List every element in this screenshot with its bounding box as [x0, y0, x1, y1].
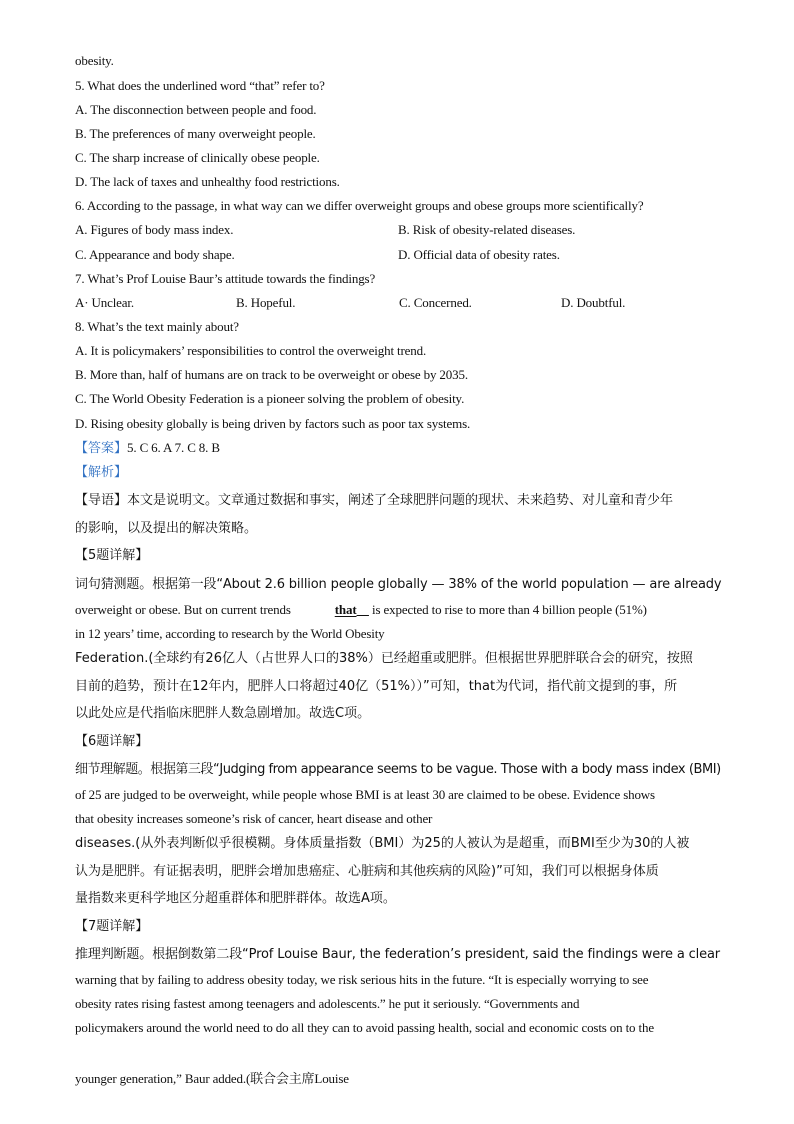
- question-6-option-d: D. Official data of obesity rates.: [398, 247, 560, 262]
- question-5-option-d: D. The lack of taxes and unhealthy food restrictions.: [75, 174, 340, 189]
- question-7-option-a: A· Unclear.: [75, 295, 134, 310]
- question-7: 7. What’s Prof Louise Baur’s attitude towards the findings?: [75, 271, 376, 286]
- question-5: 5. What does the underlined word “that” refer to?: [75, 78, 325, 93]
- question-6: 6. According to the passage, in what way can we differ overweight groups and obese groups more scientifically?: [75, 198, 644, 213]
- question-8-option-d: D. Rising obesity globally is being driven by factors such as poor tax systems.: [75, 416, 471, 431]
- q7-explanation-line-2: warning that by failing to address obesity today, we risk serious hits in the future. “It is especially worrying to see: [75, 972, 649, 987]
- q5-explanation-line-3: in 12 years’ time, according to research by the World Obesity: [75, 626, 385, 641]
- question-8-option-b: B. More than, half of humans are on track to be overweight or obese by 2035.: [75, 367, 468, 382]
- q6-explanation-line-1: 细节理解题。根据第三段“Judging from appearance seems to be vague. Those with a body mass index (BMI): [75, 762, 721, 777]
- q7-explanation-line-3: obesity rates rising fastest among teenagers and adolescents.” he put it seriously. “Governments and: [75, 996, 580, 1011]
- question-7-option-c: C. Concerned.: [399, 295, 472, 310]
- intro-paragraph-line-1: 【导语】本文是说明文。文章通过数据和事实，阐述了全球肥胖问题的现状、未来趋势、对儿童和青少年: [75, 493, 674, 508]
- analysis-tag: 【解析】: [75, 465, 128, 480]
- question-7-option-d: D. Doubtful.: [561, 295, 626, 310]
- question-7-option-b: B. Hopeful.: [236, 295, 296, 310]
- heading-q6-explanation: 【6题详解】: [75, 734, 149, 749]
- q5-explanation-line-4: Federation.(全球约有26亿人（占世界人口的38%）已经超重或肥胖。但根据世界肥胖联合会的研究，按照: [75, 651, 693, 666]
- q6-explanation-line-2: of 25 are judged to be overweight, while people whose BMI is at least 30 are claimed to be obese. Evidence shows: [75, 787, 655, 802]
- question-6-option-b: B. Risk of obesity-related diseases.: [398, 222, 576, 237]
- q7-explanation-line-1: 推理判断题。根据倒数第二段“Prof Louise Baur, the federation’s president, said the findings were a clear: [75, 947, 720, 962]
- question-5-option-b: B. The preferences of many overweight people.: [75, 126, 316, 141]
- underlined-word-that: that: [334, 602, 357, 617]
- q6-explanation-line-4: diseases.(从外表判断似乎很模糊。身体质量指数（BMI）为25的人被认为是超重，而BMI至少为30的人被: [75, 836, 690, 851]
- q5-explanation-line-5: 目前的趋势，预计在12年内，肥胖人口将超过40亿（51%））”可知，that为代词，指代前文提到的事，所: [75, 679, 678, 694]
- q7-explanation-line-4: policymakers around the world need to do all they can to avoid passing health, social and economic costs on to the: [75, 1020, 654, 1035]
- text-line: obesity.: [75, 53, 114, 68]
- question-8: 8. What’s the text mainly about?: [75, 319, 239, 334]
- question-6-option-c: C. Appearance and body shape.: [75, 247, 235, 262]
- heading-q7-explanation: 【7题详解】: [75, 919, 149, 934]
- answer-line: [75, 439, 220, 458]
- question-6-option-a: A. Figures of body mass index.: [75, 222, 234, 237]
- question-5-option-c: C. The sharp increase of clinically obese people.: [75, 150, 320, 165]
- q7-explanation-line-5: younger generation,” Baur added.(联合会主席Louise: [75, 1071, 349, 1086]
- q5-explanation-line-2: [75, 601, 647, 619]
- q6-explanation-line-5: 认为是肥胖。有证据表明，肥胖会增加患癌症、心脏病和其他疾病的风险)”可知，我们可以根据身体质: [75, 864, 659, 879]
- answer-tag: 【答案】: [75, 441, 128, 456]
- q5-text-after: is expected to rise to more than 4 billion people (51%): [372, 602, 647, 617]
- q5-explanation-line-1: 词句猜测题。根据第一段“About 2.6 billion people globally — 38% of the world population — are already: [75, 577, 722, 592]
- q6-explanation-line-6: 量指数来更科学地区分超重群体和肥胖群体。故选A项。: [75, 891, 396, 906]
- question-8-option-a: A. It is policymakers’ responsibilities to control the overweight trend.: [75, 343, 427, 358]
- intro-paragraph-line-2: 的影响，以及提出的解决策略。: [75, 521, 258, 536]
- q5-text-before: overweight or obese. But on current trends: [75, 602, 291, 617]
- analysis-line: [75, 463, 127, 482]
- question-8-option-c: C. The World Obesity Federation is a pioneer solving the problem of obesity.: [75, 391, 465, 406]
- answer-text: 5. C 6. A 7. C 8. B: [127, 440, 220, 455]
- q5-explanation-line-6: 以此处应是代指临床肥胖人数急剧增加。故选C项。: [75, 706, 371, 721]
- q6-explanation-line-3: that obesity increases someone’s risk of cancer, heart disease and other: [75, 811, 433, 826]
- heading-q5-explanation: 【5题详解】: [75, 548, 149, 563]
- question-5-option-a: A. The disconnection between people and food.: [75, 102, 317, 117]
